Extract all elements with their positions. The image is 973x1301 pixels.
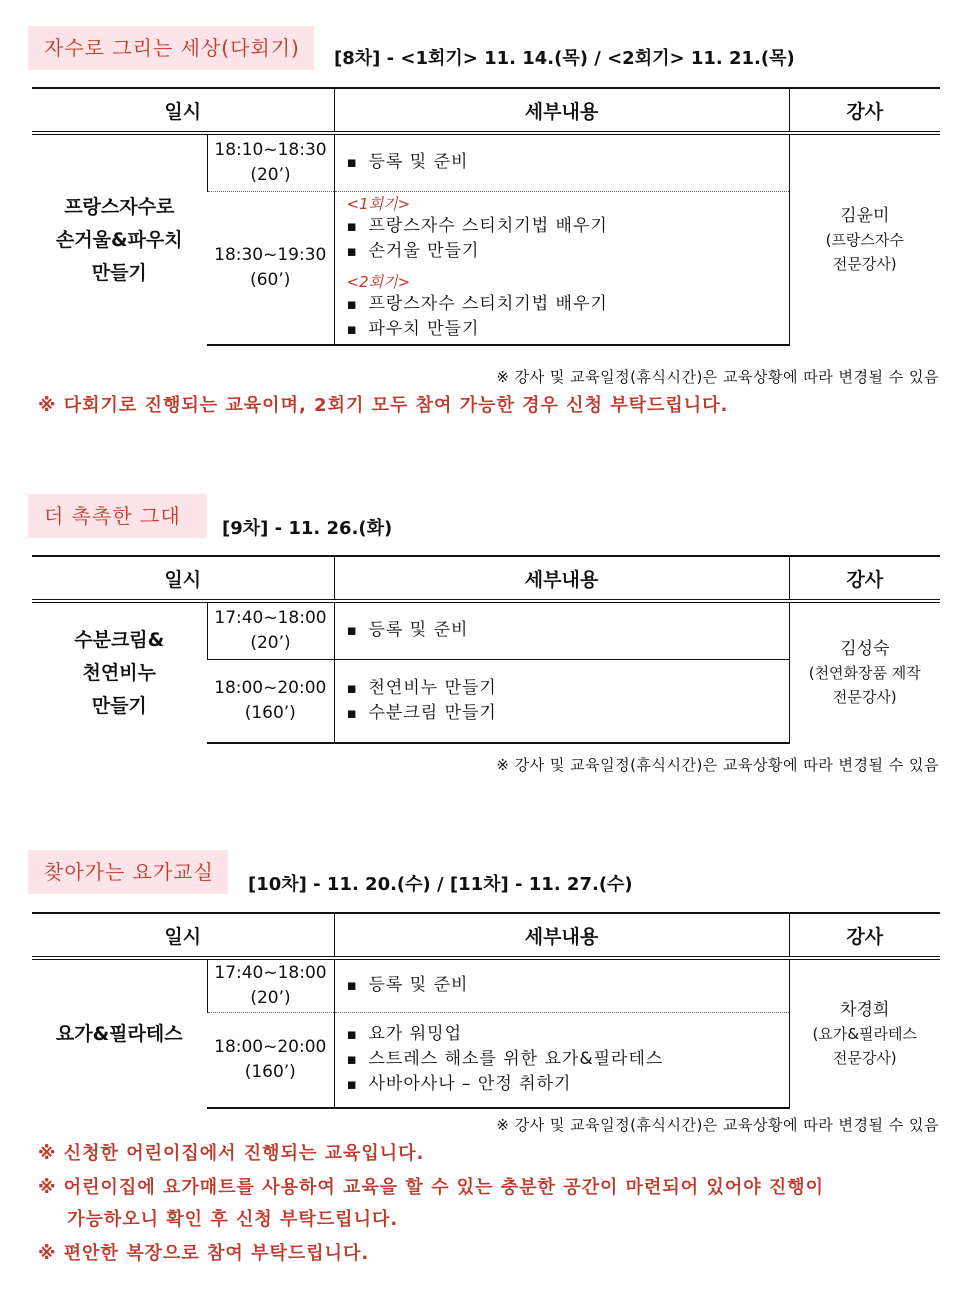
header-details: 세부내용 — [334, 913, 789, 958]
instructor-role: 전문강사) — [832, 255, 897, 273]
instructor-role: 전문강사) — [832, 1049, 897, 1067]
time-duration: (20’) — [250, 632, 291, 653]
header-details: 세부내용 — [334, 556, 789, 601]
header-datetime: 일시 — [32, 88, 334, 133]
program-topic — [32, 133, 207, 345]
list-item: ▪ 파우치 만들기 — [347, 317, 789, 342]
list-item: ▪ 등록 및 준비 — [347, 150, 789, 175]
instructor-role: (요가&필라테스 — [812, 1025, 917, 1043]
topic-line: 천연비누 — [82, 661, 156, 684]
instructor-role: 전문강사) — [832, 688, 897, 706]
list-item: ▪ 등록 및 준비 — [347, 618, 789, 643]
time-range: 18:10~18:30 — [214, 139, 327, 160]
time-cell — [207, 601, 334, 659]
header-instructor: 강사 — [789, 556, 940, 601]
header-instructor: 강사 — [789, 913, 940, 958]
section-schedule-info: [10차] - 11. 20.(수) / [11차] - 11. 27.(수) — [248, 874, 633, 895]
session-label: <1회기> — [346, 194, 411, 213]
instructor-cell — [789, 133, 940, 345]
section-header — [0, 26, 973, 74]
list-item: ▪ 등록 및 준비 — [347, 973, 789, 998]
detail-cell — [334, 1012, 789, 1108]
table-header-row — [32, 556, 940, 601]
time-range: 18:00~20:00 — [214, 677, 327, 698]
time-range: 18:00~20:00 — [214, 1036, 327, 1057]
section-title: 더 촉촉한 그대 — [28, 494, 207, 538]
list-item: ▪ 수분크림 만들기 — [347, 701, 789, 726]
section-title: 찾아가는 요가교실 — [28, 850, 228, 894]
instructor-cell — [789, 601, 940, 743]
detail-cell — [334, 191, 789, 345]
schedule-table — [32, 555, 940, 744]
instructor-role: (프랑스자수 — [825, 231, 904, 249]
list-item: ▪ 프랑스자수 스티치기법 배우기 — [347, 292, 789, 317]
section-schedule-info: [9차] - 11. 26.(화) — [222, 518, 393, 539]
footnote: ※ 강사 및 교육일정(휴식시간)은 교육상황에 따라 변경될 수 있음 — [496, 368, 939, 386]
warning-note: 가능하오니 확인 후 신청 부탁드립니다. — [38, 1209, 399, 1230]
schedule-table — [32, 912, 940, 1109]
detail-cell — [334, 958, 789, 1012]
time-range: 17:40~18:00 — [214, 607, 327, 628]
detail-cell — [334, 133, 789, 191]
time-cell — [207, 958, 334, 1012]
section-header — [0, 494, 973, 542]
header-details: 세부내용 — [334, 88, 789, 133]
warning-note: ※ 편안한 복장으로 참여 부탁드립니다. — [38, 1243, 370, 1264]
time-duration: (160’) — [244, 702, 296, 723]
footnote: ※ 강사 및 교육일정(휴식시간)은 교육상황에 따라 변경될 수 있음 — [496, 756, 939, 774]
section-embroidery — [0, 26, 973, 416]
table-row — [32, 958, 940, 1012]
time-cell — [207, 191, 334, 345]
section-title: 자수로 그리는 세상(다회기) — [28, 26, 314, 70]
time-cell — [207, 1012, 334, 1108]
section-soap — [0, 494, 973, 774]
list-item: ▪ 천연비누 만들기 — [347, 676, 789, 701]
time-range: 18:30~19:30 — [214, 244, 327, 265]
section-yoga — [0, 850, 973, 1264]
topic-line: 만들기 — [91, 261, 147, 284]
time-duration: (20’) — [250, 987, 291, 1008]
section-header — [0, 850, 973, 898]
detail-cell — [334, 659, 789, 743]
list-item: ▪ 사바아사나 – 안정 취하기 — [347, 1072, 789, 1097]
time-duration: (60’) — [250, 269, 291, 290]
time-cell — [207, 133, 334, 191]
program-topic — [32, 601, 207, 743]
list-item: ▪ 프랑스자수 스티치기법 배우기 — [347, 214, 789, 239]
warning-note: ※ 다회기로 진행되는 교육이며, 2회기 모두 참여 가능한 경우 신청 부탁드립니다. — [38, 395, 729, 416]
session-label: <2회기> — [346, 272, 411, 291]
header-instructor: 강사 — [789, 88, 940, 133]
table-header-row — [32, 88, 940, 133]
header-datetime: 일시 — [32, 556, 334, 601]
table-header-row — [32, 913, 940, 958]
instructor-cell — [789, 958, 940, 1108]
instructor-name: 김성숙 — [840, 639, 890, 659]
detail-cell — [334, 601, 789, 659]
header-datetime: 일시 — [32, 913, 334, 958]
time-cell — [207, 659, 334, 743]
topic-line: 수분크림& — [74, 628, 165, 651]
list-item: ▪ 요가 워밍업 — [347, 1022, 789, 1047]
topic-line: 요가&필라테스 — [55, 1022, 183, 1045]
schedule-table — [32, 87, 940, 346]
program-topic — [32, 958, 207, 1108]
instructor-name: 차경희 — [840, 1000, 890, 1020]
time-range: 17:40~18:00 — [214, 962, 327, 983]
table-row — [32, 601, 940, 659]
instructor-name: 김윤미 — [840, 206, 890, 226]
topic-line: 만들기 — [91, 694, 147, 717]
warning-note: ※ 신청한 어린이집에서 진행되는 교육입니다. — [38, 1143, 425, 1164]
warning-note: ※ 어린이집에 요가매트를 사용하여 교육을 할 수 있는 충분한 공간이 마련되어 있어야 진행이 — [38, 1177, 825, 1198]
topic-line: 프랑스자수로 — [64, 195, 175, 218]
instructor-role: (천연화장품 제작 — [808, 664, 921, 682]
list-item: ▪ 손거울 만들기 — [347, 239, 789, 264]
footnote: ※ 강사 및 교육일정(휴식시간)은 교육상황에 따라 변경될 수 있음 — [496, 1116, 939, 1134]
time-duration: (20’) — [250, 164, 291, 185]
table-row — [32, 133, 940, 191]
time-duration: (160’) — [244, 1061, 296, 1082]
section-schedule-info: [8차] - <1회기> 11. 14.(목) / <2회기> 11. 21.(목) — [334, 48, 795, 69]
topic-line: 손거울&파우치 — [55, 228, 183, 251]
list-item: ▪ 스트레스 해소를 위한 요가&필라테스 — [347, 1047, 789, 1072]
